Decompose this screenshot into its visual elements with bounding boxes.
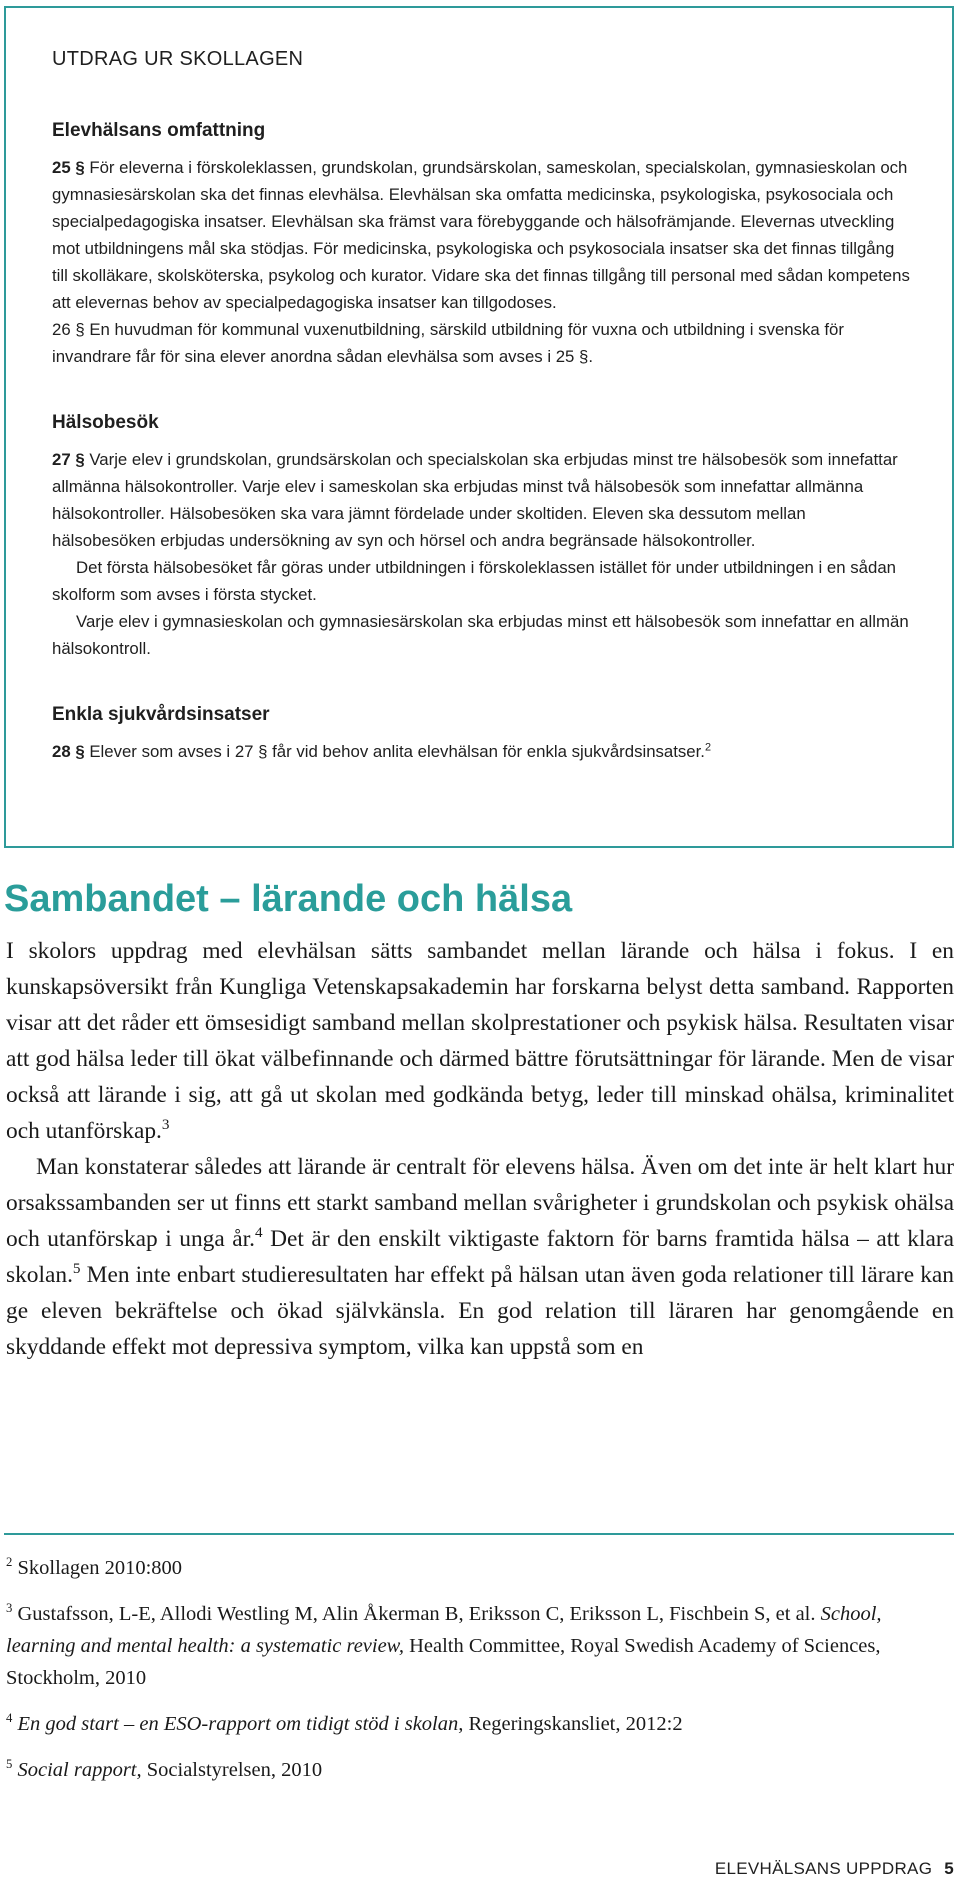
article-body [6,933,954,1365]
footnote-number: 3 [6,1601,13,1616]
footnote-number: 2 [6,1555,13,1570]
footnote-number: 5 [6,1757,13,1772]
section-heading: Enkla sjukvårdsinsatser [52,704,270,725]
box-title: UTDRAG UR SKOLLAGEN [52,48,304,70]
section-number: 28 § [52,742,85,761]
law-paragraph-28 [52,738,912,765]
footnote-ref[interactable]: 4 [254,1224,263,1242]
paragraph-text: I skolors uppdrag med elevhälsan sätts sambandet mellan lärande och hälsa i fokus. I en kunskapsöversikt från Kungliga Vetenskapsakademin har forskarna belyst detta samband. Rapporten visar att det råder ett ömsesidigt samband mellan skolprestationer och psykisk hälsa. Resultaten visar att god hälsa leder till ökat välbefinnande och därmed bättre förutsättningar för lärande. Men de visar också att lärande i sig, att gå ut skolan med godkända betyg, leder till minskad ohälsa, kriminalitet och utanförskap. [6,938,954,1144]
footnote-title: Social rapport, [17,1759,142,1781]
footnote-title: En god start – en ESO-rapport om tidigt stöd i skolan, [17,1713,464,1735]
paragraph-text: Man konstaterar således att lärande är centralt för elevens hälsa. Även om det inte är helt klart hur orsakssambanden ser ut finns ett starkt samband mellan svårigheter i grundskolan och psykisk ohälsa och utanförskap i unga år. [6,1154,954,1252]
page-footer [715,1858,954,1880]
law-section-sjukvard [52,702,912,765]
footnote-number: 4 [6,1711,13,1726]
footnote [6,1552,954,1584]
law-paragraph-25 [52,154,912,316]
footnote-text: Gustafsson, L-E, Allodi Westling M, Alin Åkerman B, Eriksson C, Eriksson L, Fischbein S, et al. [17,1603,821,1625]
article-paragraph-2 [6,1149,954,1365]
article-heading: Sambandet – lärande och hälsa [4,878,573,920]
law-excerpt-box [4,6,954,848]
footnote-ref[interactable]: 5 [72,1260,81,1278]
law-paragraph-26 [52,316,912,370]
law-paragraph-27 [52,446,912,554]
section-number: 25 § [52,158,85,177]
footnote [6,1708,954,1740]
footnote-title: School, learning and mental health: a systematic review, [6,1603,882,1657]
article-paragraph-1 [6,933,954,1149]
footnote-divider [4,1533,954,1535]
paragraph-text: En huvudman för kommunal vuxenutbildning, särskild utbildning för vuxna och utbildning i svenska för invandrare får för sina elever anordna sådan elevhälsa som avses i 25 §. [52,320,844,366]
paragraph-text: För eleverna i förskoleklassen, grundskolan, grundsärskolan, sameskolan, specialskolan, gymnasieskolan och gymnasiesärskolan ska det finnas elevhälsa. Elevhälsan ska omfatta medicinska, psykologiska, psykosociala och specialpedagogiska insatser. Elevhälsan ska främst vara förebyggande och hälsofrämjande. Elevernas utveckling mot utbildningens mål ska stödjas. För medicinska, psykologiska och psykosociala insatser ska det finnas tillgång till skolläkare, skolsköterska, psykolog och kurator. Vidare ska det finnas tillgång till personal med sådan kompetens att elevernas behov av specialpedagogiska insatser kan tillgodoses. [52,158,910,312]
footnote-text: Regeringskansliet, 2012:2 [463,1713,683,1735]
running-title: ELEVHÄLSANS UPPDRAG [714,1859,933,1878]
paragraph-text: Det första hälsobesöket får göras under utbildningen i förskoleklassen istället för under utbildningen i en sådan skolform som avses i första stycket. [52,558,896,604]
footnote [6,1754,954,1786]
section-heading: Hälsobesök [52,412,159,433]
paragraph-text: Varje elev i grundskolan, grundsärskolan och specialskolan ska erbjudas minst tre hälsobesök som innefattar allmänna hälsokontroller. Varje elev i sameskolan ska erbjudas minst två hälsobesök som innefattar allmänna hälsokontroller. Hälsobesöken ska vara jämnt fördelade under skoltiden. Eleven ska dessutom mellan hälsobesöken erbjudas undersökning av syn och hörsel och andra begränsade hälsokontroller. [52,450,898,550]
page-number: 5 [944,1859,954,1878]
law-section-omfattning [52,118,912,370]
paragraph-text: Elever som avses i 27 § får vid behov anlita elevhälsan för enkla sjukvårdsinsatser. [84,742,705,761]
footnote-ref[interactable]: 2 [704,741,712,754]
law-excerpt-content [52,46,912,765]
footnote-text: Skollagen 2010:800 [17,1557,183,1579]
section-number: 26 § [52,320,85,339]
law-section-halsobesok [52,410,912,662]
footnote-text: Socialstyrelsen, 2010 [141,1759,323,1781]
footnote-ref[interactable]: 3 [161,1116,170,1134]
section-heading: Elevhälsans omfattning [52,120,266,141]
section-number: 27 § [52,450,85,469]
paragraph-text: Det är den enskilt viktigaste faktorn för barns framtida hälsa – att klara skolan. [6,1226,955,1288]
law-paragraph-27-third [52,608,912,662]
footnote [6,1598,954,1694]
paragraph-text: Men inte enbart studieresultaten har effekt på hälsan utan även goda relationer till lärare kan ge eleven bekräftelse och ökad självkänsla. En god relation till läraren har genomgående en skyddande effekt mot depressiva symptom, vilka kan uppstå som en [6,1262,954,1360]
paragraph-text: Varje elev i gymnasieskolan och gymnasiesärskolan ska erbjudas minst ett hälsobesök som innefattar en allmän hälsokontroll. [52,612,909,658]
law-paragraph-27-second [52,554,912,608]
footnote-text: Health Committee, Royal Swedish Academy of Sciences, Stockholm, 2010 [6,1635,881,1689]
footnotes [6,1552,954,1800]
